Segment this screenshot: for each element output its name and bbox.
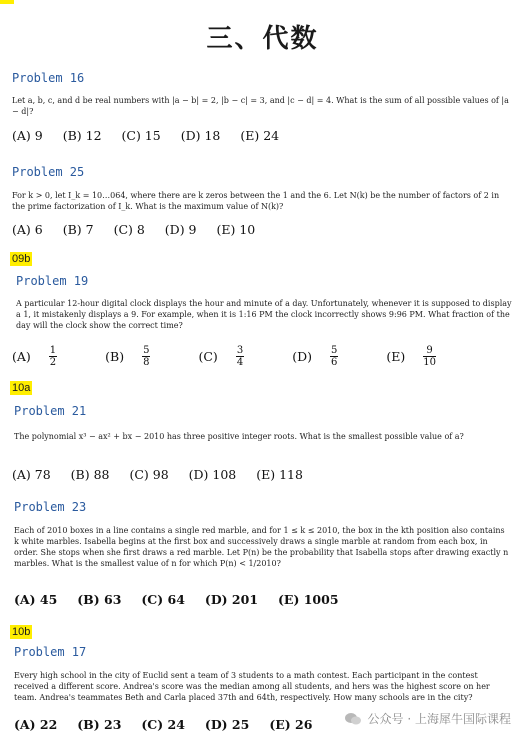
answer-choices: [12, 345, 484, 368]
choice-b: (B) 12: [62, 128, 102, 143]
choice-b: (B) 88: [70, 467, 110, 482]
choice-c: (C) 8: [113, 222, 145, 237]
page-title: 三、代数: [206, 24, 319, 54]
problem-heading: Problem 25: [12, 165, 85, 179]
answer-choices: [14, 592, 355, 607]
section-tag: 10a: [12, 382, 31, 394]
problem-text: Every high school in the city of Euclid sent a team of 3 students to a math contest. Each participant in the contest received a different score. Andrea's score was the median among all students, and hers was the highest score on her team. Andrea's teammates Beth and Carla placed 37th and 64th, respectively. How many schools are in the city?: [14, 671, 490, 702]
choice-a: (A) 9: [12, 128, 43, 143]
watermark: [344, 710, 511, 727]
problem-heading: Problem 17: [14, 645, 87, 659]
choice-e: (E) 26: [269, 717, 313, 732]
choice-a: (A) 45: [14, 592, 58, 607]
choice-a: (A) 6: [12, 222, 43, 237]
choice-a: (A) 78: [12, 467, 51, 482]
answer-choices: [12, 128, 295, 143]
problem-text: Each of 2010 boxes in a line contains a single red marble, and for 1 ≤ k ≤ 2010, the box in the kth position also contains k white marbles. Isabella begins at the first box and successively draws a single marble at random from each box, in order. She stops when she first draws a red marble. Let P(n) be the probability that Isabella stops after drawing exactly n marbles. What is the smallest value of n for which P(n) < 1/2010?: [14, 526, 509, 568]
choice-b: (B) 23: [77, 717, 122, 732]
problem-heading: Problem 16: [12, 71, 85, 85]
problem-text: The polynomial x³ − ax² + bx − 2010 has three positive integer roots. What is the smallest possible value of a?: [14, 432, 464, 441]
problem-text: For k > 0, let I_k = 10…064, where there are k zeros between the 1 and the 6. Let N(k) be the number of factors of 2 in the prime factorization of I_k. What is the maximum value of N(k)?: [12, 191, 500, 211]
choice-d: (D) 201: [204, 592, 259, 607]
problem-text: A particular 12-hour digital clock displays the hour and minute of a day. Unfortunately, whenever it is supposed to display a 1, it mistakenly displays a 9. For example, when it is 1:16 PM the clock incorrectly shows 9:96 PM. What fraction of the day will the clock show the correct time?: [16, 299, 512, 330]
choice-d: (D) 18: [180, 128, 221, 143]
section-tag: 09b: [12, 253, 31, 265]
wechat-icon: [344, 712, 362, 726]
choice-d: (D) 108: [188, 467, 237, 482]
problem-heading: Problem 21: [14, 404, 87, 418]
section-tag: 10b: [12, 626, 31, 638]
choice-e: (E) $\frac{9}{10}$: [386, 345, 436, 368]
choice-c: (C) 64: [141, 592, 185, 607]
choice-b: (B) 63: [77, 592, 122, 607]
choice-e: (E) 1005: [278, 592, 339, 607]
problem-text: Let a, b, c, and d be real numbers with |a − b| = 2, |b − c| = 3, and |c − d| = 4. What is the sum of all possible values of |a − d|?: [12, 96, 509, 116]
choice-d: (D) $\frac{5}{6}$: [292, 345, 338, 368]
answer-choices: [12, 467, 319, 482]
answer-choices: [12, 222, 271, 237]
choice-c: (C) $\frac{3}{4}$: [198, 345, 244, 368]
choice-c: (C) 24: [141, 717, 185, 732]
watermark-text: 公众号 · 上海犀牛国际课程: [367, 712, 511, 726]
problem-heading: Problem 19: [16, 274, 89, 288]
choice-e: (E) 118: [256, 467, 303, 482]
choice-e: (E) 10: [216, 222, 256, 237]
choice-a: (A) 22: [14, 717, 58, 732]
choice-d: (D) 9: [164, 222, 197, 237]
problem-heading: Problem 23: [14, 500, 87, 514]
choice-c: (C) 15: [121, 128, 161, 143]
choice-d: (D) 25: [204, 717, 250, 732]
choice-e: (E) 24: [240, 128, 280, 143]
answer-choices: [14, 717, 328, 732]
choice-a: (A) $\frac{1}{2}$: [12, 345, 57, 368]
choice-b: (B) 7: [62, 222, 94, 237]
highlight-mark: [0, 0, 14, 4]
choice-c: (C) 98: [129, 467, 169, 482]
choice-b: (B) $\frac{5}{8}$: [105, 345, 150, 368]
